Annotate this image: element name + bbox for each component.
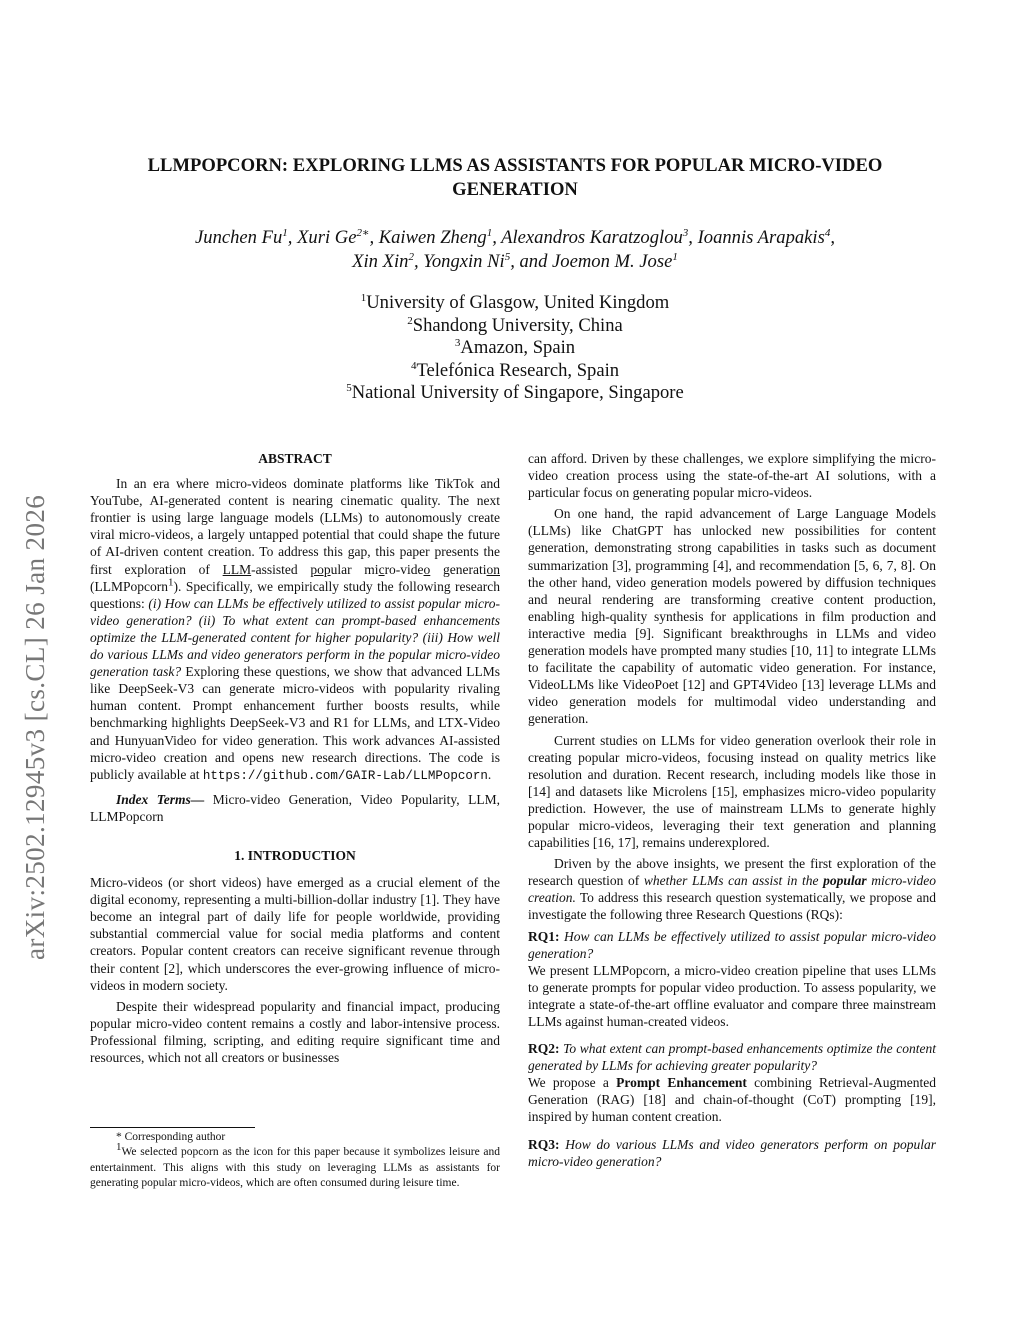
right-column bbox=[528, 450, 936, 1170]
author: Junchen Fu bbox=[195, 227, 283, 248]
author: Yongxin Ni bbox=[423, 251, 505, 272]
abstract-heading: ABSTRACT bbox=[258, 451, 332, 466]
footnote: $^1$We selected popcorn as the icon for this paper because it symbolizes leisure and entertainment. This aligns with this study on leveraging LLMs as assistants for generating popular micro-videos, which are often consumed during leisure time. bbox=[90, 1141, 500, 1190]
affiliation: $^3$Amazon, Spain bbox=[454, 336, 576, 358]
index-terms: Index Terms— Micro-video Generation, Video Popularity, LLM, LLMPopcorn bbox=[90, 791, 501, 824]
footnote-rule bbox=[90, 1127, 255, 1128]
intro-paragraph: Current studies on LLMs for video generation overlook their role in creating popular micro-videos, focusing instead on quality metrics like resolution and duration. Recent research, including models like those in [14] and datasets like Microlens [15], emphasizes micro-video popularity prediction. However, the use of mainstream LLMs to generate highly popular micro-videos, leveraging their text generation and planning capabilities [16, 17], remains underexplored. bbox=[528, 732, 936, 851]
author: Ioannis Arapakis bbox=[697, 227, 825, 248]
rq1: RQ1: How can LLMs be effectively utilized to assist popular micro-video generation? bbox=[528, 928, 936, 961]
rq3: RQ3: How do various LLMs and video generators perform on popular micro-video generation? bbox=[528, 1136, 936, 1169]
rq1-answer: We present LLMPopcorn, a micro-video creation pipeline that uses LLMs to generate prompts for popular video production. To assess popularity, we integrate a state-of-the-art offline evaluator and compare three mainstream LLMs against human-created videos. bbox=[528, 962, 936, 1029]
author: Xuri Ge bbox=[297, 227, 357, 248]
intro-paragraph: Driven by the above insights, we present the first exploration of the research question of whether LLMs can assist in the popular micro-video creation. To address this research question systematically, we propose and investigate the following three Research Questions (RQs): bbox=[528, 856, 936, 923]
rq2: RQ2: To what extent can prompt-based enhancements optimize the content generated by LLMs for achieving greater popularity? bbox=[528, 1041, 936, 1074]
author: and Joemon M. Jose bbox=[519, 251, 673, 272]
intro-paragraph: On one hand, the rapid advancement of Large Language Models (LLMs) like ChatGPT has unlocked new possibilities for content generation, demonstrating strong capabilities in tasks such as document summarization [3], programming [4], and recommendation [5, 6, 7, 8]. On the other hand, video generation models powered by diffusion techniques and neural rendering are transforming creative content production, enabling high-quality synthesis for applications in film production and interactive media [9]. Significant breakthroughs in LLMs and video generation models have prompted many studies [10, 11] to integrate LLMs to facilitate the capability of automatic video generation. For instance, VideoLLMs like VideoPoet [12] and GPT4Video [13] leverage LLMs and video generation models for multimodal video understanding and generation. bbox=[528, 506, 936, 727]
introduction-heading: 1. INTRODUCTION bbox=[234, 847, 356, 863]
rq2-answer: We propose a Prompt Enhancement combining Retrieval-Augmented Generation (RAG) [18] and chain-of-thought (CoT) prompting [19], inspired by human content creation. bbox=[528, 1075, 936, 1125]
affiliation-list bbox=[90, 292, 940, 405]
code-link[interactable]: https://github.com/GAIR-Lab/LLMPopcorn bbox=[202, 768, 488, 783]
footnotes bbox=[90, 1130, 500, 1192]
intro-paragraph: can afford. Driven by these challenges, we explore simplifying the micro-video creation process using the state-of-the-art AI solutions, with a particular focus on generating popular micro-videos. bbox=[528, 451, 936, 501]
author: Kaiwen Zheng bbox=[378, 227, 487, 248]
author: Xin Xin bbox=[352, 251, 409, 272]
abstract-text: In an era where micro-videos dominate platforms like TikTok and YouTube, AI-generated content is nearing cinematic quality. The next frontier is using large language models (LLMs) to autonomously create viral micro-videos, a largely untapped potential that could shape the future of AI-driven content creation. To address this gap, this paper presents the first exploration of LLM-assisted popular micro-video generation (LLMPopcorn$^1$). Specifically, we empirically study the following research questions: (i) How can LLMs be effectively utilized to assist popular micro-video generation? (ii) To what extent can prompt-based enhancements optimize the LLM-generated content for higher popularity? (iii) How well do various LLMs and video generators perform in the popular micro-video generation task? Exploring these questions, we show that advanced LLMs like DeepSeek-V3 can generate micro-videos with popularity rivaling human content. Prompt enhancement further boosts results, while benchmarking highlights DeepSeek-V3 and R1 for LLMs, and LTX-Video and HunyuanVideo for video generation. This work advances AI-assisted micro-video creation and opens new research directions. The code is publicly available at https://github.com/GAIR-Lab/LLMPopcorn. bbox=[90, 476, 500, 783]
author: Alexandros Karatzoglou bbox=[501, 227, 683, 248]
affiliation: $^5$National University of Singapore, Singapore bbox=[346, 381, 684, 403]
author-list: Junchen Fu$^1$, Xuri $Ge^{2∗}$, Kaiwen Zheng$^1$, Alexandros Karatzoglou$^3$, Ioannis Arapakis$^4$, Xin Xin$^2$, Yongxin Ni$^5$, and Joemon M. Jose$^1$ bbox=[195, 226, 835, 272]
affiliation: $^4$Telefónica Research, Spain bbox=[410, 359, 620, 381]
affiliation: $^2$Shandong University, China bbox=[407, 314, 623, 336]
left-column bbox=[90, 450, 500, 1066]
corresponding-author-note: * Corresponding author bbox=[116, 1131, 226, 1143]
arxiv-watermark: arXiv:2502.12945v3 [cs.CL] 26 Jan 2026 bbox=[20, 494, 50, 960]
intro-paragraph: Micro-videos (or short videos) have emerged as a crucial element of the digital economy, representing a multi-billion-dollar industry [1]. They have become an integral part of daily life for people worldwide, providing substantial commercial value for social media platforms and content creators. Popular content creators can receive significant revenue through their content [2], which underscores the ever-growing influence of micro-videos in modern society. bbox=[90, 875, 500, 993]
paper-title: LLMPOPCORN: EXPLORING LLMS AS ASSISTANTS FOR POPULAR MICRO-VIDEO GENERATION bbox=[147, 155, 883, 200]
intro-paragraph: Despite their widespread popularity and financial impact, producing popular micro-video content remains a costly and labor-intensive process. Professional filming, scripting, and editing require significant time and resources, which not all creators or businesses bbox=[90, 998, 500, 1065]
affiliation: $^1$University of Glasgow, United Kingdom bbox=[360, 291, 670, 313]
